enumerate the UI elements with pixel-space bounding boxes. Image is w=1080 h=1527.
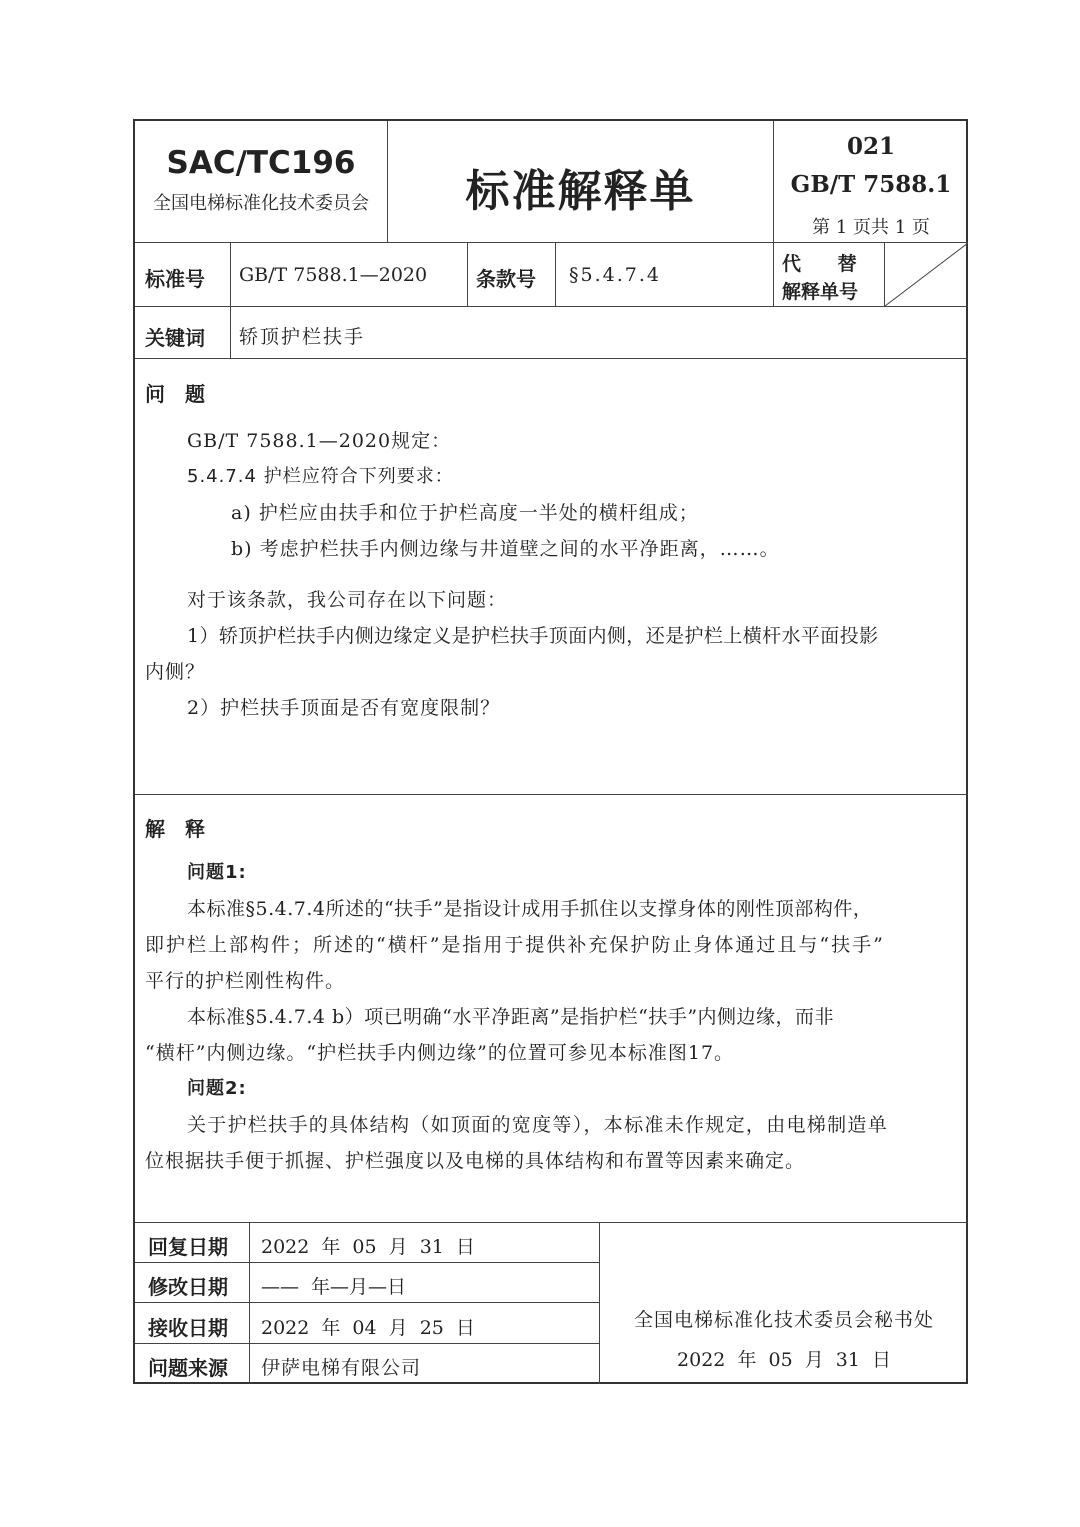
answer-line: 本标准§5.4.7.4 b）项已明确“水平净距离”是指护栏“扶手”内侧边缘，而非 [187, 1006, 835, 1028]
answer-line: 关于护栏扶手的具体结构（如顶面的宽度等），本标准未作规定，由电梯制造单 [187, 1114, 889, 1136]
keyword-value: 轿顶护栏扶手 [239, 326, 366, 348]
org-code: SAC/TC196 [166, 145, 356, 181]
clause-number-label: 条款号 [476, 267, 536, 291]
standard-number-label: 标准号 [145, 267, 205, 291]
question-source-value: 伊萨电梯有限公司 [261, 1357, 422, 1379]
standard-number-value: GB/T 7588.1—2020 [239, 264, 428, 286]
answer-line: 本标准§5.4.7.4所述的“扶手”是指设计成用手抓住以支撑身体的刚性顶部构件， [187, 898, 873, 920]
empty-replacement-slash [885, 243, 968, 306]
clause-number-value: §5.4.7.4 [569, 264, 661, 286]
question-source-label: 问题来源 [148, 1356, 228, 1380]
document-title: 标准解释单 [465, 166, 696, 217]
page-info: 第 1 页共 1 页 [812, 217, 930, 238]
reply-date-value: 2022 年 05 月 31 日 [261, 1236, 475, 1258]
question-line: 5.4.7.4 护栏应符合下列要求： [187, 466, 454, 487]
document-standard: GB/T 7588.1 [790, 171, 952, 198]
answer-line: 平行的护栏刚性构件。 [145, 970, 346, 992]
answer-line: “横杆”内侧边缘。“护栏扶手内侧边缘”的位置可参见本标准图17。 [145, 1042, 735, 1064]
answer-line: 即护栏上部构件；所述的“横杆”是指用于提供补充保护防止身体通过且与“扶手” [145, 934, 885, 956]
receive-date-value: 2022 年 04 月 25 日 [261, 1317, 475, 1339]
interpretation-form [133, 119, 968, 1384]
issuer-name: 全国电梯标准化技术委员会秘书处 [633, 1309, 934, 1331]
question-line: GB/T 7588.1—2020规定： [187, 430, 452, 452]
question-heading: 问 题 [145, 382, 205, 406]
answer-subtitle-q2: 问题2: [187, 1078, 247, 1099]
question-line: 内侧？ [145, 661, 206, 683]
question-line: b) 考虑护栏扶手内侧边缘与井道壁之间的水平净距离，……。 [231, 538, 780, 560]
question-line: 1）轿顶护栏扶手内侧边缘定义是护栏扶手顶面内侧，还是护栏上横杆水平面投影 [187, 625, 879, 647]
document-number: 021 [846, 133, 895, 160]
org-name: 全国电梯标准化技术委员会 [153, 193, 369, 214]
question-line: 2）护栏扶手顶面是否有宽度限制？ [187, 697, 501, 719]
replace-label-line1: 代 替 [782, 253, 857, 275]
answer-line: 位根据扶手便于抓握、护栏强度以及电梯的具体结构和布置等因素来确定。 [145, 1150, 806, 1172]
modify-date-label: 修改日期 [148, 1275, 228, 1299]
question-line: a) 护栏应由扶手和位于护栏高度一半处的横杆组成； [231, 502, 699, 524]
receive-date-label: 接收日期 [148, 1316, 228, 1340]
keyword-label: 关键词 [145, 326, 205, 350]
reply-date-label: 回复日期 [148, 1235, 228, 1259]
answer-heading: 解 释 [145, 817, 205, 841]
answer-subtitle-q1: 问题1: [187, 862, 247, 883]
question-line: 对于该条款，我公司存在以下问题： [187, 589, 508, 611]
modify-date-value: —— 年—月—日 [261, 1276, 407, 1298]
replace-label-line2: 解释单号 [782, 281, 859, 303]
issue-date: 2022 年 05 月 31 日 [677, 1349, 891, 1371]
